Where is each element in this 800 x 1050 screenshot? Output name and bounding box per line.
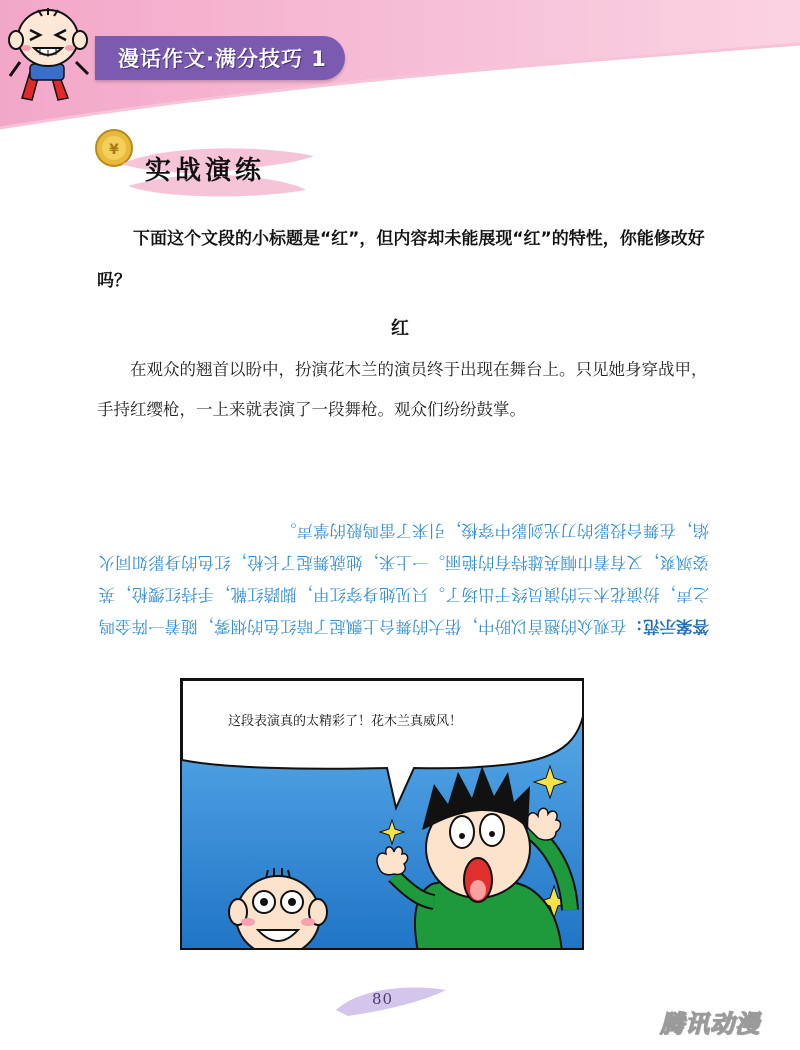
answer-block xyxy=(97,446,709,642)
exercise-paragraph: 在观众的翘首以盼中，扮演花木兰的演员终于出现在舞台上。只见她身穿战甲，手持红缨枪，一上来就表演了一段舞枪。观众们纷纷鼓掌。 xyxy=(97,360,708,419)
mascot-illustration xyxy=(2,2,94,114)
answer-label: 答案示范： xyxy=(626,617,709,636)
section-title: 实战演练 xyxy=(145,156,266,186)
page-number: 80 xyxy=(372,990,394,1008)
watermark: 腾讯动漫 xyxy=(660,1010,760,1038)
speech-bubble-text: 这段表演真的太精彩了！花木兰真威风！ xyxy=(228,714,463,729)
answer-text: 在观众的翘首以盼中，偌大的舞台上飘起了暗红色的烟雾，随着一阵金鸣之声，扮演花木兰的演员终于出场了。只见她身穿红甲，脚踏红靴，手持红缨枪，英姿飒爽，又有着巾帼英雄特有的艳丽。一上来，她就舞起了长枪，红色的身影如同火焰，在舞台投影的刀光剑影中穿梭，引来了雷鸣般的掌声。 xyxy=(98,521,709,636)
series-title: 漫话作文·满分技巧 1 xyxy=(118,47,327,71)
paragraph-title: 红 xyxy=(391,318,409,339)
svg-text:¥: ¥ xyxy=(109,142,119,158)
exercise-question: 下面这个文段的小标题是“红”，但内容却未能展现“红”的特性，你能修改好吗？ xyxy=(97,229,705,291)
